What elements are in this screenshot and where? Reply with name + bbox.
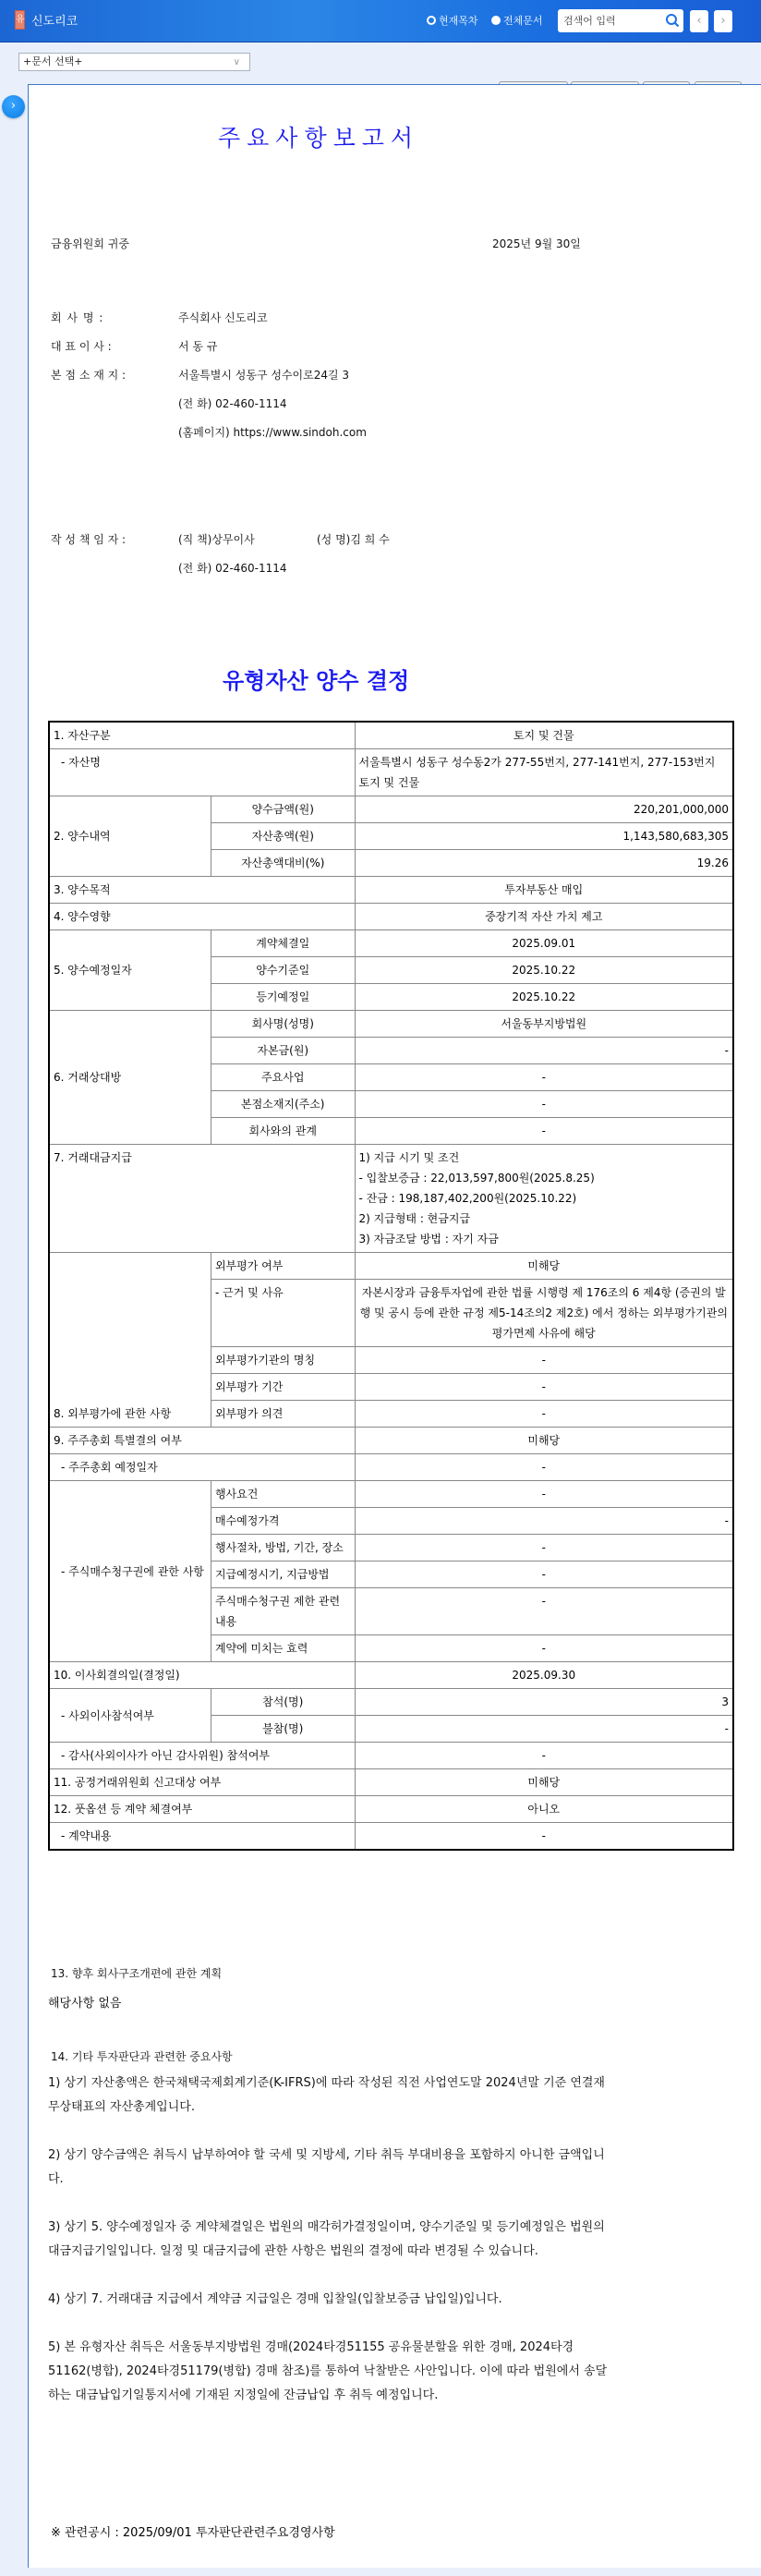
row-label: - 사외이사참석여부 bbox=[49, 1689, 211, 1743]
sub-label: 외부평가 의견 bbox=[211, 1401, 355, 1428]
sub-label: 자산총액대비(%) bbox=[211, 850, 355, 877]
row-label: 8. 외부평가에 관한 사항 bbox=[49, 1253, 211, 1428]
payment-line: 1) 지급 시기 및 조건 bbox=[358, 1151, 460, 1164]
address-value: 서울특별시 성동구 성수이로24길 3 bbox=[178, 369, 350, 382]
row-value: - bbox=[355, 1347, 733, 1374]
sub-label: 외부평가기관의 명칭 bbox=[211, 1347, 355, 1374]
row-value: 2025.10.22 bbox=[355, 984, 733, 1011]
section-title: 유형자산 양수 결정 bbox=[223, 668, 410, 694]
row-value: 220,201,000,000 bbox=[355, 796, 733, 823]
sub-label: 자본금(원) bbox=[211, 1038, 355, 1064]
document-viewer[interactable] bbox=[28, 84, 761, 2568]
radio-checked-icon[interactable] bbox=[491, 16, 501, 25]
top-bar bbox=[0, 0, 761, 43]
chevron-left-icon: ‹ bbox=[696, 14, 702, 28]
phone-value: (전 화) 02-460-1114 bbox=[178, 397, 287, 410]
row-value: - bbox=[355, 1481, 733, 1508]
row-value: 2025.10.22 bbox=[355, 957, 733, 984]
search-box[interactable] bbox=[558, 9, 683, 32]
next-match-button[interactable] bbox=[714, 10, 732, 32]
row-value: 2025.09.01 bbox=[355, 930, 733, 957]
table-row bbox=[49, 1689, 733, 1716]
section-13-body: 해당사항 없음 bbox=[48, 1997, 122, 2011]
scope-current-toc[interactable] bbox=[427, 13, 478, 28]
row-value: - bbox=[355, 1038, 733, 1064]
row-value: - bbox=[355, 1823, 733, 1851]
table-row bbox=[49, 1823, 733, 1851]
note-item: 1) 상기 자산총액은 한국채택국제회계기준(K-IFRS)에 따라 작성된 직전 사업연도말 2024년말 기준 연결재무상태표의 자산총계입니다. bbox=[48, 2076, 605, 2114]
sub-label: 외부평가 여부 bbox=[211, 1253, 355, 1280]
sub-label: 행사절차, 방법, 기간, 장소 bbox=[211, 1535, 355, 1561]
row-label: 3. 양수목적 bbox=[49, 877, 355, 904]
chevron-down-icon: ∨ bbox=[233, 57, 240, 67]
row-label: 7. 거래대금지급 bbox=[49, 1145, 355, 1253]
row-value: - bbox=[355, 1635, 733, 1662]
payment-line: - 잔금 : 198,187,402,200원(2025.10.22) bbox=[358, 1192, 577, 1205]
row-label: - 주주총회 예정일자 bbox=[49, 1454, 355, 1481]
payment-details bbox=[355, 1145, 733, 1253]
scope-current-label: 현재목차 bbox=[439, 15, 478, 27]
company-name: 신도리코 bbox=[31, 15, 79, 29]
sub-label: 회사와의 관계 bbox=[211, 1118, 355, 1145]
table-row bbox=[49, 796, 733, 823]
note-item: 4) 상기 7. 거래대금 지급에서 계약금 지급일은 경매 입찰일(입찰보증금 납입일)입니다. bbox=[48, 2292, 502, 2306]
homepage-value: (홈페이지) https://www.sindoh.com bbox=[178, 426, 367, 439]
row-value: - bbox=[355, 1454, 733, 1481]
row-value: 중장기적 자산 가치 제고 bbox=[355, 904, 733, 930]
chevron-right-icon: › bbox=[720, 14, 726, 28]
radio-unchecked-icon[interactable] bbox=[427, 16, 436, 25]
row-value: 2025.09.30 bbox=[355, 1662, 733, 1689]
sub-label: 양수금액(원) bbox=[211, 796, 355, 823]
row-value: 미해당 bbox=[355, 1253, 733, 1280]
table-row bbox=[49, 1743, 733, 1769]
sub-label: 회사명(성명) bbox=[211, 1011, 355, 1038]
table-row bbox=[49, 1011, 733, 1038]
table-row bbox=[49, 722, 733, 749]
row-value: 투자부동산 매입 bbox=[355, 877, 733, 904]
table-row bbox=[49, 904, 733, 930]
sub-label: 양수기준일 bbox=[211, 957, 355, 984]
row-value: 1,143,580,683,305 bbox=[355, 823, 733, 850]
brand bbox=[15, 10, 78, 30]
row-value: - bbox=[355, 1508, 733, 1535]
row-value: - bbox=[355, 1743, 733, 1769]
note-item: 5) 본 유형자산 취득은 서울동부지방법원 경매(2024타경51155 공유물분할을 위한 경매, 2024타경51162(병합), 2024타경51179(병합) 경매 참조)를 통하여 낙찰받은 사안입니다. 이에 따라 법원에서 송달하는 대금납입기일통지서에 기재된 지정일에 잔금납입 후 취득 예정입니다. bbox=[48, 2340, 608, 2402]
sub-label: 불참(명) bbox=[211, 1716, 355, 1743]
scope-whole-doc[interactable] bbox=[491, 13, 543, 28]
prev-match-button[interactable] bbox=[690, 10, 708, 32]
sub-label: 주식매수청구권 제한 관련 내용 bbox=[211, 1588, 355, 1635]
section-14-notes bbox=[48, 2072, 611, 2432]
search-icon[interactable] bbox=[665, 13, 680, 28]
sub-label: 매수예정가격 bbox=[211, 1508, 355, 1535]
row-value: 미해당 bbox=[355, 1428, 733, 1454]
document-select[interactable] bbox=[18, 53, 250, 71]
sub-label: 지급예정시기, 지급방법 bbox=[211, 1561, 355, 1588]
row-label: - 자산명 bbox=[49, 749, 355, 796]
table-row bbox=[49, 1796, 733, 1823]
payment-line: 3) 자금조달 방법 : 자기 자금 bbox=[358, 1233, 499, 1245]
sub-label: 행사요건 bbox=[211, 1481, 355, 1508]
row-label: - 계약내용 bbox=[49, 1823, 355, 1851]
sub-label: 등기예정일 bbox=[211, 984, 355, 1011]
writer-name: (성 명)김 희 수 bbox=[317, 533, 390, 546]
row-label: 2. 양수내역 bbox=[49, 796, 211, 877]
sub-label: 외부평가 기간 bbox=[211, 1374, 355, 1401]
payment-line: 2) 지급형태 : 현금지급 bbox=[358, 1212, 471, 1225]
market-badge-icon: 유 bbox=[15, 10, 25, 30]
row-value: 아니오 bbox=[355, 1796, 733, 1823]
row-label: - 주식매수청구권에 관한 사항 bbox=[49, 1481, 211, 1662]
address-label: 본 점 소 재 지 : bbox=[51, 369, 127, 382]
sub-label: 본점소재지(주소) bbox=[211, 1091, 355, 1118]
chevron-right-icon: › bbox=[10, 99, 17, 113]
sub-label: 참석(명) bbox=[211, 1689, 355, 1716]
table-row bbox=[49, 877, 733, 904]
table-row bbox=[49, 1428, 733, 1454]
sub-label: 계약에 미치는 효력 bbox=[211, 1635, 355, 1662]
table-row bbox=[49, 1253, 733, 1280]
row-value: 서울특별시 성동구 성수동2가 277-55번지, 277-141번지, 277-153번지 토지 및 건물 bbox=[355, 749, 733, 796]
note-item: 2) 상기 양수금액은 취득시 납부하여야 할 국세 및 지방세, 기타 취득 부대비용을 포함하지 아니한 금액입니다. bbox=[48, 2148, 605, 2186]
table-row bbox=[49, 1145, 733, 1253]
company-label: 회 사 명 : bbox=[51, 311, 104, 324]
row-label: 4. 양수영향 bbox=[49, 904, 355, 930]
section-14-title: 14. 기타 투자판단과 관련한 중요사항 bbox=[51, 2050, 233, 2063]
payment-line: - 입찰보증금 : 22,013,597,800원(2025.8.25) bbox=[358, 1172, 595, 1185]
table-row bbox=[49, 749, 733, 796]
row-value: - bbox=[355, 1401, 733, 1428]
sub-label: 계약체결일 bbox=[211, 930, 355, 957]
row-value: - bbox=[355, 1064, 733, 1091]
sub-label: 자산총액(원) bbox=[211, 823, 355, 850]
ceo-value: 서 동 규 bbox=[178, 340, 218, 353]
table-row bbox=[49, 1769, 733, 1796]
search-input[interactable] bbox=[563, 15, 628, 27]
row-value: - bbox=[355, 1535, 733, 1561]
row-label: 1. 자산구분 bbox=[49, 722, 355, 749]
report-title: 주요사항보고서 bbox=[218, 125, 420, 152]
report-date: 2025년 9월 30일 bbox=[492, 237, 581, 250]
toc-toggle-button[interactable] bbox=[2, 95, 25, 118]
row-value: - bbox=[355, 1374, 733, 1401]
document-select-value: +문서 선택+ bbox=[23, 55, 83, 67]
row-value: 미해당 bbox=[355, 1769, 733, 1796]
table-row bbox=[49, 930, 733, 957]
row-value: 토지 및 건물 bbox=[355, 722, 733, 749]
row-value: 서울동부지방법원 bbox=[355, 1011, 733, 1038]
row-value: 19.26 bbox=[355, 850, 733, 877]
section-13-title: 13. 향후 회사구조개편에 관한 계획 bbox=[51, 1967, 223, 1980]
row-value: - bbox=[355, 1561, 733, 1588]
table-row bbox=[49, 1662, 733, 1689]
row-label: 10. 이사회결의일(결정일) bbox=[49, 1662, 355, 1689]
writer-title: (직 책)상무이사 bbox=[178, 533, 255, 546]
row-value: - bbox=[355, 1716, 733, 1743]
sub-label: - 근거 및 사유 bbox=[211, 1280, 355, 1347]
writer-label: 작 성 책 임 자 : bbox=[51, 533, 127, 546]
row-value: 3 bbox=[355, 1689, 733, 1716]
row-label: 5. 양수예정일자 bbox=[49, 930, 211, 1011]
row-value: - bbox=[355, 1588, 733, 1635]
row-label: 9. 주주총회 특별결의 여부 bbox=[49, 1428, 355, 1454]
scope-whole-label: 전체문서 bbox=[503, 15, 543, 27]
row-label: - 감사(사외이사가 아닌 감사위원) 참석여부 bbox=[49, 1743, 355, 1769]
row-value: - bbox=[355, 1118, 733, 1145]
related-disclosure: ※ 관련공시 : 2025/09/01 투자판단관련주요경영사항 bbox=[51, 2526, 335, 2540]
table-row bbox=[49, 1454, 733, 1481]
row-value: 자본시장과 금융투자업에 관한 법률 시행령 제 176조의 6 제4항 (증권의 발행 및 공시 등에 관한 규정 제5-14조의2 제2호) 에서 정하는 외부평가기관의 평가면제 사유에 해당 bbox=[355, 1280, 733, 1347]
disclosure-table bbox=[48, 721, 734, 1851]
row-label: 11. 공정거래위원회 신고대상 여부 bbox=[49, 1769, 355, 1796]
addressee: 금융위원회 귀중 bbox=[51, 237, 129, 250]
note-item: 3) 상기 5. 양수예정일자 중 계약체결일은 법원의 매각허가결정일이며, 양수기준일 및 등기예정일은 법원의 대금지급기일입니다. 일정 및 대금지급에 관한 사항은 법원의 결정에 따라 변경될 수 있습니다. bbox=[48, 2220, 605, 2258]
ceo-label: 대 표 이 사 : bbox=[51, 340, 112, 353]
company-value: 주식회사 신도리코 bbox=[178, 311, 268, 324]
table-row bbox=[49, 1481, 733, 1508]
row-label: 6. 거래상대방 bbox=[49, 1011, 211, 1145]
row-value: - bbox=[355, 1091, 733, 1118]
writer-phone: (전 화) 02-460-1114 bbox=[178, 562, 287, 575]
sub-label: 주요사업 bbox=[211, 1064, 355, 1091]
row-label: 12. 풋옵션 등 계약 체결여부 bbox=[49, 1796, 355, 1823]
